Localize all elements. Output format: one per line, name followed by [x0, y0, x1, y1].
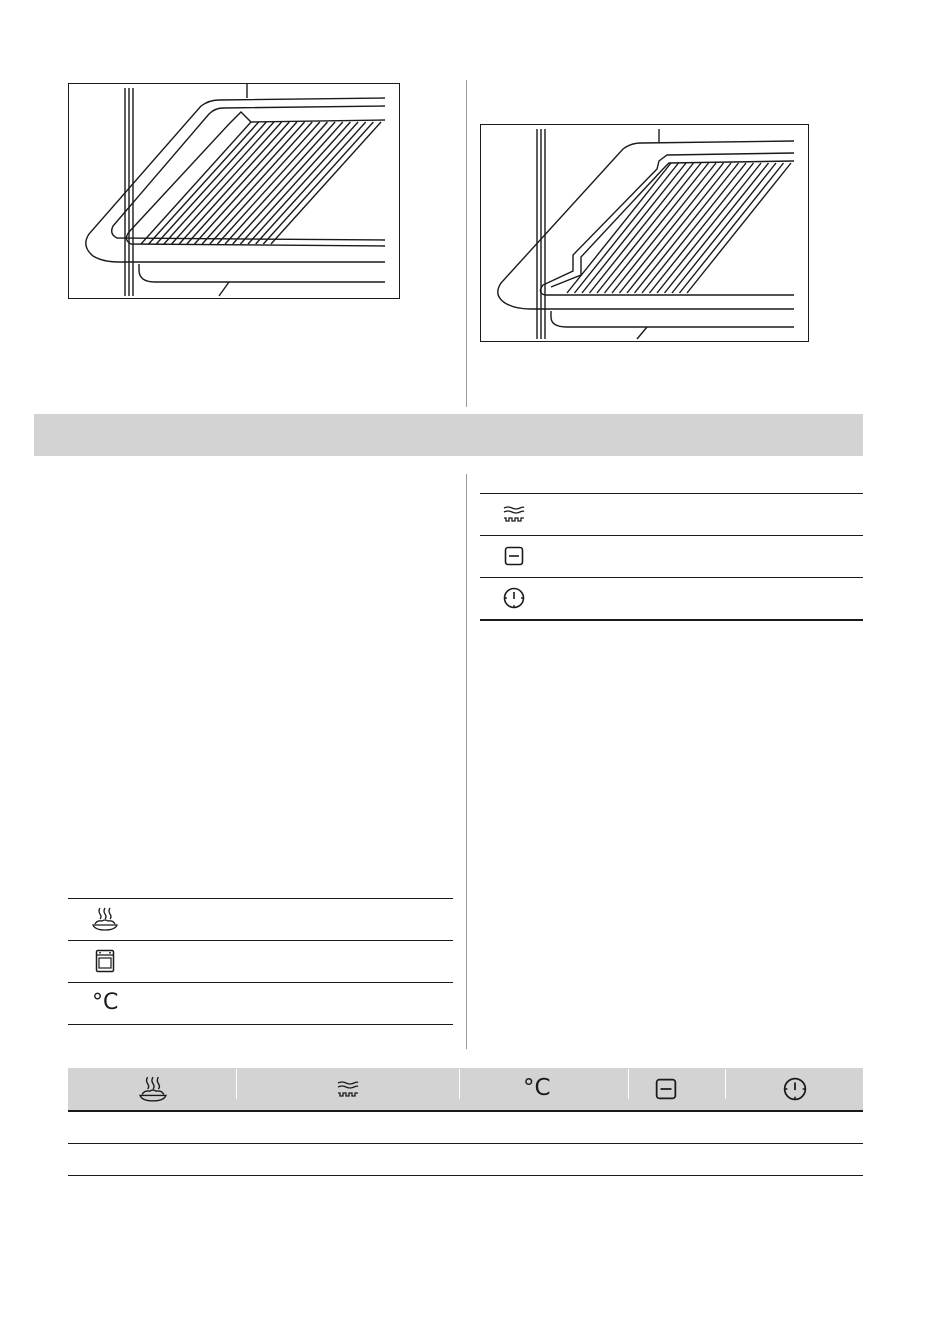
table-header — [68, 1068, 863, 1112]
table-row — [68, 983, 453, 1025]
wire-bar — [627, 163, 731, 293]
wire-bar — [672, 163, 776, 293]
wire-bar — [642, 163, 746, 293]
table-row — [480, 536, 863, 578]
wire-shelf-drawing — [481, 125, 808, 341]
wire-bar — [680, 163, 784, 293]
wire-shelf-drawing — [69, 84, 399, 298]
section-heading-band — [34, 414, 863, 456]
wire-bar — [612, 163, 716, 293]
wire-bar — [665, 163, 769, 293]
symbol-table-right — [480, 480, 863, 621]
celsius-icon: °C — [523, 1075, 551, 1101]
header-cell — [68, 1068, 236, 1110]
oven-shelf-illustration-right — [480, 124, 809, 342]
table-row — [480, 494, 863, 536]
celsius-icon: °C — [92, 990, 119, 1015]
header-cell — [629, 1068, 725, 1110]
wire-bar — [597, 163, 701, 293]
heating-element-icon — [502, 505, 526, 523]
table-row — [68, 899, 453, 941]
wire-bar — [605, 163, 709, 293]
symbol-table-left — [68, 898, 453, 1026]
wire-bar — [575, 163, 679, 293]
wire-bar — [582, 163, 686, 293]
minus-box-icon — [655, 1078, 677, 1100]
header-cell — [237, 1068, 459, 1110]
wire-bar — [567, 163, 671, 293]
oven-icon — [95, 949, 115, 973]
column-divider-middle — [466, 474, 467, 1049]
oven-shelf-illustration-left — [68, 83, 400, 299]
column-divider-top — [466, 80, 467, 407]
clock-icon — [503, 587, 525, 609]
wire-bar — [620, 163, 724, 293]
header-cell — [726, 1068, 863, 1110]
minus-box-icon — [504, 546, 524, 566]
clock-icon — [783, 1077, 807, 1101]
wire-bars — [141, 122, 381, 244]
wire-bar — [657, 163, 761, 293]
food-dish-steam-icon — [139, 1075, 167, 1103]
heating-element-icon — [336, 1080, 360, 1098]
header-cell — [460, 1068, 628, 1110]
wire-bars — [567, 163, 791, 293]
wire-bar — [650, 163, 754, 293]
food-dish-steam-icon — [92, 906, 118, 932]
table-row — [480, 578, 863, 621]
table-row — [68, 1112, 863, 1144]
table-row — [68, 941, 453, 983]
wire-bar — [590, 163, 694, 293]
wire-bar — [687, 163, 791, 293]
table-row — [68, 1144, 863, 1176]
